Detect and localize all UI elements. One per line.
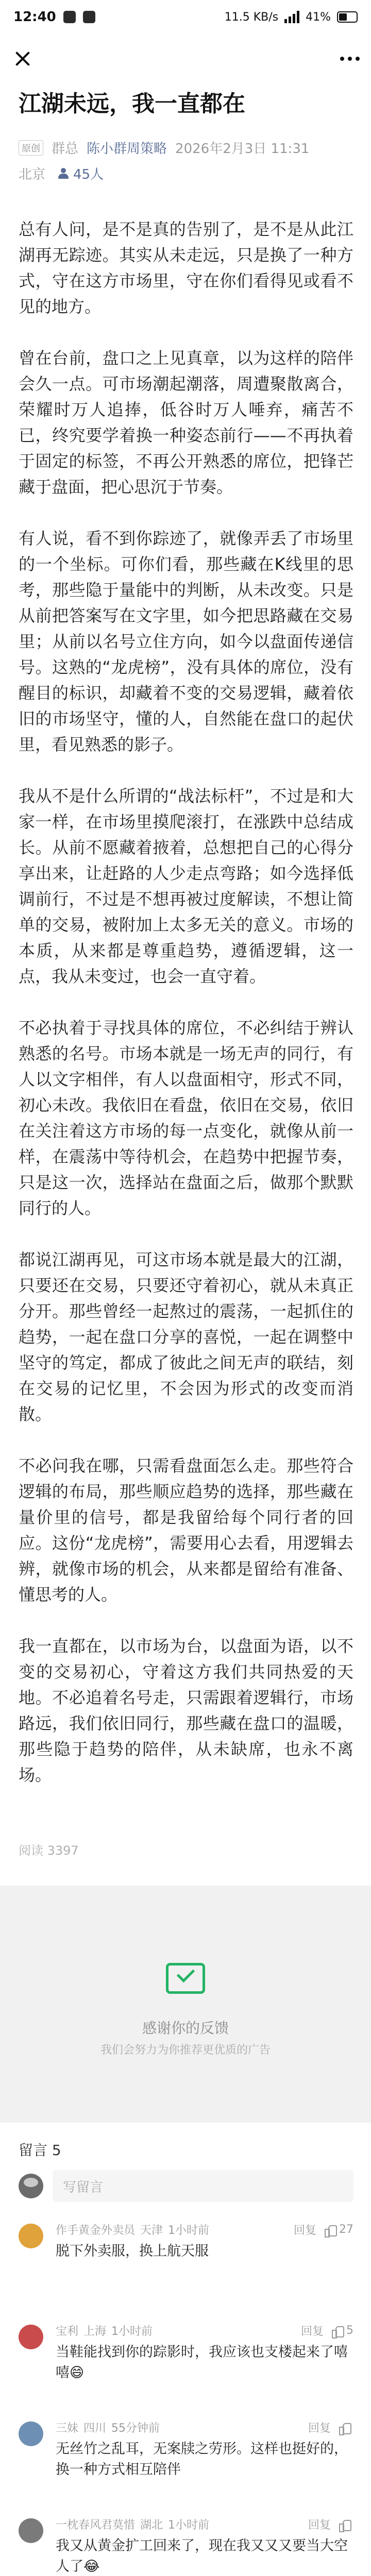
comment-actions bbox=[294, 2222, 353, 2238]
my-avatar bbox=[19, 2174, 43, 2198]
article-paragraph: 不必执着于寻找具体的席位，不必纠结于辨认熟悉的名号。市场本就是一场无声的同行，有人以文字相伴，有人以盘面相守，形式不同，初心未改。我依旧在看盘，依旧在交易，依旧在关注着这方市场的每一点变化，就像从前一样，在震荡中等待机会，在趋势中把握节奏，只是这一次，选择站在盘面之后，做那个默默同行的人。 bbox=[19, 1018, 353, 1218]
commenter-avatar[interactable] bbox=[19, 2421, 43, 2446]
nav-bar bbox=[0, 34, 371, 83]
comment-time: 1小时前 bbox=[111, 2325, 153, 2338]
ad-feedback-section bbox=[0, 1886, 371, 2123]
read-count: 阅读 3397 bbox=[19, 1843, 79, 1858]
feedback-check-icon bbox=[166, 1963, 205, 1994]
reply-button[interactable]: 回复 bbox=[308, 2519, 331, 2532]
comment-meta bbox=[56, 2516, 209, 2532]
thumbs-up-icon bbox=[339, 2519, 350, 2530]
article-meta bbox=[19, 138, 309, 157]
comment-head bbox=[56, 2419, 353, 2435]
article-paragraph: 有人说，看不到你踪迹了，就像弄丢了市场里的一个坐标。可你们看，那些藏在K线里的思考，那些隐于量能中的判断，从未改变。只是从前把答案写在文字里，如今把思路藏在交易里；从前以名号立住方向，如今以盘面传递信号。这熟的“龙虎榜”，没有具体的席位，没有醒目的标识，却藏着不变的交易逻辑，藏着依旧的市场坚守，懂的人，自然能在盘口的起伏里，看见熟悉的影子。 bbox=[19, 529, 353, 754]
article-meta-2 bbox=[19, 164, 104, 183]
original-tag: 原创 bbox=[19, 140, 43, 156]
article-body bbox=[19, 216, 353, 1814]
thumbs-up-icon bbox=[332, 2325, 343, 2336]
comment-like-button[interactable] bbox=[339, 2519, 353, 2530]
status-right bbox=[225, 11, 358, 24]
follower-count-text: 45人 bbox=[73, 167, 104, 182]
comment-meta bbox=[56, 2222, 209, 2238]
article-paragraph: 不必问我在哪，只需看盘面怎么走。那些符合逻辑的布局，那些顺应趋势的选择，那些藏在量价里的信号，都是我留给每个同行者的回应。这份“龙虎榜”，需要用心去看，用逻辑去辨，就像市场的机会，从来都是留给有准备、懂思考的人。 bbox=[19, 1456, 353, 1604]
comments-header: 留言 5 bbox=[19, 2142, 61, 2159]
comment-time: 55分钟前 bbox=[111, 2422, 160, 2435]
ad-feedback-title: 感谢你的反馈 bbox=[142, 2020, 229, 2037]
people-icon bbox=[57, 168, 70, 179]
reply-button[interactable]: 回复 bbox=[308, 2422, 331, 2435]
close-icon[interactable] bbox=[11, 47, 34, 70]
account-link[interactable]: 陈小群周策略 bbox=[87, 141, 167, 157]
write-comment-input[interactable]: 写留言 bbox=[53, 2170, 353, 2202]
article-paragraph: 我一直都在，以市场为台，以盘面为语，以不变的交易初心，守着这方我们共同热爱的天地。不必追着名号走，只需跟着逻辑行，市场路远，我们依旧同行，那些藏在盘口的温暖，那些隐于趋势的陪伴，从未缺席，也永不离场。 bbox=[19, 1636, 353, 1785]
reply-button[interactable]: 回复 bbox=[293, 2224, 316, 2237]
comment-text: 无丝竹之乱耳，无案牍之劳形。这样也挺好的，换一种方式相互陪伴 bbox=[56, 2441, 348, 2478]
thumbs-up-icon bbox=[339, 2422, 350, 2433]
app-notification-icon bbox=[63, 11, 76, 23]
battery-percent: 41% bbox=[306, 10, 331, 24]
comment-location: 四川 bbox=[83, 2422, 107, 2435]
comment-like-count: 27 bbox=[339, 2223, 353, 2236]
article-title: 江湖未远，我一直都在 bbox=[19, 91, 245, 117]
write-comment-row bbox=[19, 2170, 353, 2202]
comment-head bbox=[56, 2323, 353, 2338]
commenter-avatar[interactable] bbox=[19, 2518, 43, 2543]
publish-location: 北京 bbox=[19, 167, 46, 182]
comment-like-button[interactable] bbox=[332, 2324, 353, 2337]
app-notification-icon-2 bbox=[83, 11, 95, 23]
network-speed: 11.5 KB/s bbox=[224, 10, 279, 24]
comment-actions bbox=[301, 2323, 353, 2338]
comment-head bbox=[56, 2516, 353, 2532]
commenter-name[interactable]: 宝利 bbox=[56, 2325, 79, 2338]
comment-location: 上海 bbox=[83, 2325, 107, 2338]
comment-text: 脱下外卖服，换上航天服 bbox=[56, 2243, 209, 2259]
more-options-icon[interactable] bbox=[340, 57, 360, 61]
comment-like-count: 5 bbox=[346, 2324, 353, 2337]
reply-button[interactable]: 回复 bbox=[300, 2325, 324, 2338]
follower-count[interactable] bbox=[57, 164, 104, 183]
comment-actions bbox=[308, 2419, 353, 2435]
comment-head bbox=[56, 2222, 353, 2238]
comment-time: 1小时前 bbox=[168, 2519, 210, 2532]
comment-meta bbox=[56, 2419, 160, 2435]
commenter-name[interactable]: 作手黄金外卖员 bbox=[56, 2224, 136, 2237]
author-label: 群总 bbox=[52, 141, 79, 157]
comment-meta bbox=[56, 2323, 153, 2338]
signal-icon bbox=[284, 11, 299, 23]
ad-feedback-subtitle: 我们会努力为你推荐更优质的广告 bbox=[100, 2044, 271, 2057]
comment-like-button[interactable] bbox=[339, 2422, 353, 2433]
article-paragraph: 曾在台前，盘口之上见真章，以为这样的陪伴会久一点。可市场潮起潮落，周遭聚散离合，荣耀时万人追捧，低谷时万人唾弃，痛苦不已，终究要学着换一种姿态前行——不再执着于固定的标签，不再公开熟悉的席位，把锋芒藏于盘面，把心思沉于节奏。 bbox=[19, 348, 353, 497]
commenter-name[interactable]: 一枕春风君莫惜 bbox=[56, 2519, 136, 2532]
commenter-avatar[interactable] bbox=[19, 2224, 43, 2248]
article-paragraph: 都说江湖再见，可这市场本就是最大的江湖，只要还在交易，只要还守着初心，就从未真正分开。那些曾经一起熬过的震荡，一起抓住的趋势，一起在盘口分享的喜悦，一起在调整中坚守的笃定，都成了彼此之间无声的联结，刻在交易的记忆里，不会因为形式的改变而消散。 bbox=[19, 1250, 353, 1424]
battery-icon bbox=[337, 11, 358, 23]
comment-location: 天津 bbox=[140, 2224, 163, 2237]
comment-location: 湖北 bbox=[140, 2519, 163, 2532]
status-left bbox=[13, 9, 95, 25]
commenter-name[interactable]: 三妹 bbox=[56, 2422, 79, 2435]
status-bar bbox=[0, 0, 371, 34]
publish-date: 2026年2月3日 11:31 bbox=[175, 141, 310, 157]
comment-time: 1小时前 bbox=[168, 2224, 210, 2237]
article-paragraph: 我从不是什么所谓的“战法标杆”，不过是和大家一样，在市场里摸爬滚打，在涨跌中总结成长。从前不愿藏着掖着，总想把自己的心得分享出来，让赶路的人少走点弯路；如今选择低调前行，不过是不想再被过度解读，不想让简单的交易，被附加上太多无关的意义。市场的本质，从来都是尊重趋势，遵循逻辑，这一点，我从未变过，也会一直守着。 bbox=[19, 786, 353, 986]
article-paragraph: 总有人问，是不是真的告别了，是不是从此江湖再无踪迹。其实从未走远，只是换了一种方式，守在这方市场里，守在你们看得见或看不见的地方。 bbox=[19, 219, 353, 316]
comment-actions bbox=[308, 2516, 353, 2532]
thumbs-up-icon bbox=[325, 2224, 336, 2235]
comment-text: 当鞋能找到你的踪影时，我应该也支楼起来了嘻嘻😄 bbox=[56, 2344, 348, 2381]
comment-like-button[interactable] bbox=[325, 2223, 353, 2236]
commenter-avatar[interactable] bbox=[19, 2325, 43, 2349]
comment-text: 我又从黄金扩工回来了，现在我又又又要当大空人了😂 bbox=[56, 2538, 348, 2574]
status-time: 12:40 bbox=[13, 9, 56, 25]
